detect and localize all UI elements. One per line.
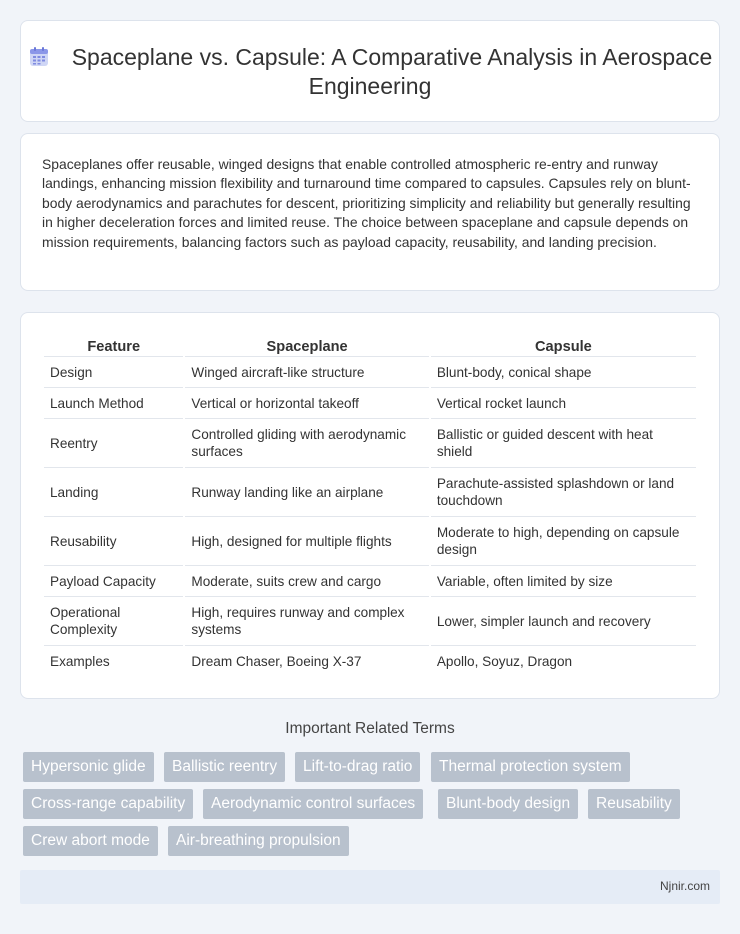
spaceplane-cell: Winged aircraft-like structure [185,357,428,388]
spaceplane-cell: Controlled gliding with aerodynamic surfaces [185,419,428,468]
term-tag[interactable]: Air-breathing propulsion [168,826,349,856]
spaceplane-cell: Vertical or horizontal takeoff [185,388,428,419]
term-tag[interactable]: Blunt-body design [438,789,578,819]
related-terms-title: Important Related Terms [285,720,455,737]
feature-cell: Operational Complexity [44,597,183,646]
feature-cell: Design [44,357,183,388]
title-card [20,20,720,122]
capsule-cell: Blunt-body, conical shape [431,357,696,388]
table-row [44,388,696,419]
term-tag[interactable]: Lift-to-drag ratio [295,752,420,782]
table-row [44,419,696,468]
table-header-row [44,332,696,357]
intro-card [20,133,720,291]
table-row [44,468,696,517]
spaceplane-cell: High, designed for multiple flights [185,517,428,566]
term-tag[interactable]: Thermal protection system [431,752,630,782]
feature-cell: Landing [44,468,183,517]
term-tag[interactable]: Reusability [588,789,680,819]
term-tag[interactable]: Cross-range capability [23,789,193,819]
comparison-table-card [20,312,720,699]
footer-site[interactable]: Njnir.com [659,879,710,893]
feature-cell: Examples [50,654,110,669]
header-feature: Feature [44,332,183,357]
intro-paragraph: Spaceplanes offer reusable, winged designs that enable controlled atmospheric re-entry and runway landings, enhancing mission flexibility and turnaround time compared to capsules. Capsules rely on blunt-body aerodynamics and parachutes for descent, prioritizing simplicity and reliability but generally resulting in higher deceleration forces and limited reuse. The choice between spaceplane and capsule depends on mission requirements, balancing factors such as payload capacity, reusability, and landing precision. [42,156,691,250]
table-row [44,357,696,388]
spaceplane-cell: Runway landing like an airplane [185,468,428,517]
term-tag[interactable]: Crew abort mode [23,826,158,856]
capsule-cell: Vertical rocket launch [431,388,696,419]
term-tag[interactable]: Aerodynamic control surfaces [203,789,423,819]
capsule-cell: Moderate to high, depending on capsule design [431,517,696,566]
table-row [44,566,696,597]
header-spaceplane: Spaceplane [185,332,428,357]
feature-cell: Reentry [44,419,183,468]
capsule-cell: Apollo, Soyuz, Dragon [436,654,573,669]
capsule-cell: Parachute-assisted splashdown or land touchdown [431,468,696,517]
term-tag[interactable]: Hypersonic glide [23,752,154,782]
capsule-cell: Lower, simpler launch and recovery [431,597,696,646]
spaceplane-cell: Dream Chaser, Boeing X-37 [191,654,362,669]
header-capsule: Capsule [431,332,696,357]
page-title: Spaceplane vs. Capsule: A Comparative Analysis in Aerospace Engineering [71,44,713,99]
calendar-icon [28,46,50,68]
table-row [44,597,696,646]
capsule-cell: Ballistic or guided descent with heat shield [431,419,696,468]
footer [20,870,720,904]
page-title-wrap [21,43,719,101]
table-row [44,517,696,566]
capsule-cell: Variable, often limited by size [431,566,696,597]
feature-cell: Launch Method [44,388,183,419]
spaceplane-cell: Moderate, suits crew and cargo [185,566,428,597]
term-tag[interactable]: Ballistic reentry [164,752,285,782]
spaceplane-cell: High, requires runway and complex systems [185,597,428,646]
feature-cell: Reusability [44,517,183,566]
feature-cell: Payload Capacity [44,566,183,597]
comparison-table [42,332,698,677]
table-row [44,646,696,677]
